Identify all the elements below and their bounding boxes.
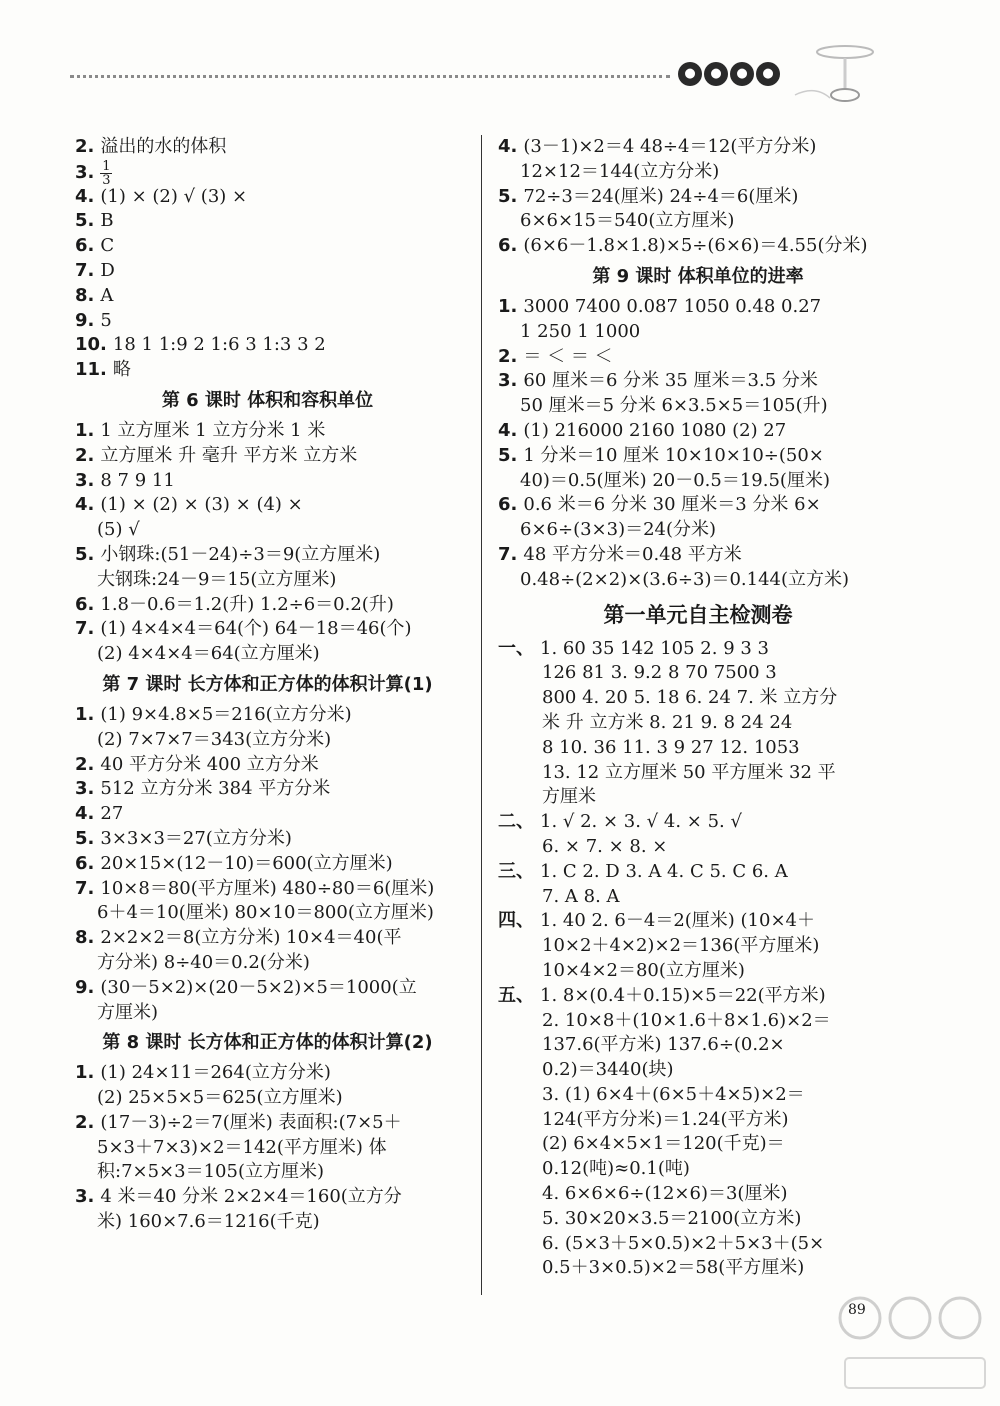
answer-text: (1) × (2) × (3) × (4) ×: [100, 494, 303, 516]
item-number: 4.: [498, 419, 518, 441]
answer-line: [75, 158, 460, 188]
answer-line: [498, 810, 898, 835]
answer-text: 大钢珠:24－9＝15(立方厘米): [97, 568, 337, 590]
answer-text: 6. (5×3＋5×0.5)×2＋5×3＋(5×: [542, 1232, 825, 1254]
item-number: 6.: [498, 494, 518, 516]
item-number: 1.: [75, 1062, 95, 1084]
answer-text: 124(平方分米)＝1.24(平方米): [542, 1108, 789, 1130]
answer-text: (1) × (2) √ (3) ×: [100, 185, 248, 207]
answer-line: [498, 909, 898, 934]
answer-text: 18 1 1:9 2 1:6 3 1:3 3 2: [112, 334, 326, 356]
answer-text: 3. (1) 6×4＋(6×5＋4×5)×2＝: [542, 1083, 805, 1105]
answer-line: [498, 185, 898, 210]
answer-text: 48 平方分米＝0.48 平方米: [523, 543, 742, 565]
answer-line: [498, 1033, 898, 1058]
answer-text: 1.8－0.6＝1.2(升) 1.2÷6＝0.2(升): [100, 593, 394, 615]
answer-text: 10×4×2＝80(立方厘米): [542, 959, 745, 981]
item-number: 3.: [75, 162, 95, 184]
answer-line: [75, 976, 460, 1001]
answer-line: [75, 493, 460, 518]
answer-line: [498, 785, 898, 810]
item-number: 5.: [75, 543, 95, 565]
answer-text: 方分米) 8÷40＝0.2(分米): [97, 951, 310, 973]
answer-text: 4. 6×6×6÷(12×6)＝3(厘米): [542, 1183, 788, 1205]
answer-line: [75, 135, 460, 160]
logo-circle-icon: ●: [678, 62, 702, 86]
answer-line: [498, 637, 898, 662]
fraction-numerator: 1: [102, 158, 111, 174]
answer-line: [75, 642, 460, 667]
item-number: 9.: [75, 309, 95, 331]
unit-test-title: 第一单元自主检测卷: [603, 602, 793, 627]
answer-line: [498, 1009, 898, 1034]
item-number: 四、: [498, 910, 534, 932]
right-column: [498, 135, 898, 1281]
answer-text: C: [100, 235, 115, 257]
answer-text: 1. 40 2. 6－4＝2(厘米) (10×4＋: [540, 910, 816, 932]
answer-text: (2) 4×4×4＝64(立方厘米): [97, 643, 320, 665]
answer-text: 略: [112, 359, 131, 381]
item-number: 8.: [75, 284, 95, 306]
answer-text: 800 4. 20 5. 18 6. 24 7. 米 立方分: [542, 687, 838, 709]
answer-text: 8 7 9 11: [100, 469, 175, 491]
answer-text: 137.6(平方米) 137.6÷(0.2×: [542, 1034, 785, 1056]
answer-line: [498, 394, 898, 419]
answer-line: [75, 802, 460, 827]
answer-line: [498, 493, 898, 518]
item-number: 6.: [75, 852, 95, 874]
answer-line: [498, 1157, 898, 1182]
section-title: 第 8 课时 长方体和正方体的体积计算(2): [102, 1032, 433, 1054]
answer-line: [498, 160, 898, 185]
answer-text: 立方厘米 升 毫升 平方米 立方米: [100, 444, 358, 466]
answer-line: [498, 295, 898, 320]
answer-line: [498, 1132, 898, 1157]
answer-text: 1. 60 35 142 105 2. 9 3 3: [540, 637, 769, 659]
logo-circle-icon: ●: [756, 62, 780, 86]
answer-text: 1. √ 2. × 3. √ 4. × 5. √: [540, 811, 742, 833]
answer-text: 512 立方分米 384 平方分米: [100, 778, 331, 800]
fraction-denominator: 3: [102, 172, 111, 188]
item-number: 二、: [498, 811, 534, 833]
item-number: 5.: [75, 210, 95, 232]
item-number: 3.: [75, 778, 95, 800]
item-number: 2.: [498, 345, 518, 367]
item-number: 7.: [75, 877, 95, 899]
answer-line: [75, 419, 460, 444]
answer-text: 10×2＋4×2)×2＝136(平方厘米): [542, 935, 820, 957]
answer-text: 12×12＝144(立方分米): [520, 160, 720, 182]
item-number: 4.: [75, 185, 95, 207]
item-number: 7.: [75, 259, 95, 281]
item-number: 9.: [75, 976, 95, 998]
answer-line: [75, 444, 460, 469]
logo-circle-icon: ●: [730, 62, 754, 86]
answer-text: 1. C 2. D 3. A 4. C 5. C 6. A: [540, 860, 788, 882]
answer-text: 5: [100, 309, 112, 331]
answer-text: 8 10. 36 11. 3 9 27 12. 1053: [542, 736, 800, 758]
answer-text: (30－5×2)×(20－5×2)×5＝1000(立: [100, 976, 417, 998]
answer-line: [498, 885, 898, 910]
answer-text: 6. × 7. × 8. ×: [542, 835, 668, 857]
answer-line: [75, 703, 460, 728]
item-number: 一、: [498, 637, 534, 659]
answer-text: 溢出的水的体积: [100, 136, 227, 157]
answer-text: 1 立方厘米 1 立方分米 1 米: [100, 419, 326, 441]
answer-line: [75, 469, 460, 494]
answer-line: [75, 1136, 460, 1161]
answer-text: 2×2×2＝8(立方分米) 10×4＝40(平: [100, 927, 402, 949]
answer-text: 米) 160×7.6＝1216(千克): [97, 1211, 320, 1233]
item-number: 4.: [498, 136, 518, 157]
answer-text: (2) 7×7×7＝343(立方分米): [97, 728, 332, 750]
answer-line: [75, 901, 460, 926]
answer-line: [75, 543, 460, 568]
answer-line: [498, 860, 898, 885]
answer-text: D: [100, 259, 115, 281]
item-number: 1.: [75, 419, 95, 441]
answer-line: [498, 835, 898, 860]
answer-line: [498, 518, 898, 543]
item-number: 2.: [75, 444, 95, 466]
item-number: 五、: [498, 984, 534, 1006]
answer-text: 方厘米): [97, 1001, 159, 1023]
answer-text: ＝ ＜ ＝ ＜: [523, 345, 613, 367]
answer-text: (1) 24×11＝264(立方分米): [100, 1062, 331, 1084]
item-number: 5.: [75, 827, 95, 849]
answer-text: 0.5＋3×0.5)×2＝58(平方厘米): [542, 1257, 805, 1279]
answer-text: 40)＝0.5(厘米) 20－0.5＝19.5(厘米): [520, 469, 830, 491]
item-number: 4.: [75, 803, 95, 825]
answer-text: 6×6÷(3×3)＝24(分米): [520, 519, 717, 541]
answer-line: [75, 951, 460, 976]
answer-line: [75, 1185, 460, 1210]
answer-line: [75, 1210, 460, 1235]
answer-text: 6＋4＝10(厘米) 80×10＝800(立方厘米): [97, 902, 434, 924]
answer-line: [498, 1083, 898, 1108]
answer-text: 1 分米＝10 厘米 10×10×10÷(50×: [523, 444, 824, 466]
answer-text: (1) 4×4×4＝64(个) 64－18＝46(个): [100, 618, 412, 640]
answer-text: (6×6－1.8×1.8)×5÷(6×6)＝4.55(分米): [523, 235, 868, 257]
answer-text: 3000 7400 0.087 1050 0.48 0.27: [523, 295, 822, 317]
answer-line: [75, 284, 460, 309]
logo-circle-icon: ●: [704, 62, 728, 86]
answer-text: (5) √: [97, 519, 140, 541]
answer-line: [75, 1111, 460, 1136]
left-column: [75, 135, 460, 1235]
answer-line: [498, 1207, 898, 1232]
answer-line: [498, 345, 898, 370]
answer-line: [75, 1160, 460, 1185]
answer-line: [75, 852, 460, 877]
item-number: 11.: [75, 359, 107, 381]
answer-text: 方厘米: [542, 786, 596, 808]
answer-text: 72÷3＝24(厘米) 24÷4＝6(厘米): [523, 185, 799, 207]
item-number: 1.: [75, 703, 95, 725]
answer-line: [75, 753, 460, 778]
answer-line: [75, 926, 460, 951]
answer-line: [75, 617, 460, 642]
answer-text: 27: [100, 803, 124, 825]
answer-text: (1) 216000 2160 1080 (2) 27: [523, 419, 787, 441]
item-number: 8.: [75, 927, 95, 949]
answer-line: [498, 1182, 898, 1207]
answer-line: [498, 419, 898, 444]
section-title: 第 7 课时 长方体和正方体的体积计算(1): [102, 673, 433, 695]
answer-text: 126 81 3. 9.2 8 70 7500 3: [542, 662, 777, 684]
column-divider: [481, 135, 482, 1295]
answer-text: 0.48÷(2×2)×(3.6÷3)＝0.144(立方米): [520, 568, 850, 590]
answer-line: [498, 234, 898, 259]
answer-line: [75, 209, 460, 234]
answer-text: 10×8＝80(平方厘米) 480÷80＝6(厘米): [100, 877, 435, 899]
header-dotted-rule: [70, 75, 670, 78]
item-number: 3.: [498, 370, 518, 392]
section-title: 第 6 课时 体积和容积单位: [161, 389, 374, 411]
answer-line: [75, 877, 460, 902]
answer-text: 小钢珠:(51－24)÷3＝9(立方厘米): [100, 543, 381, 565]
answer-line: [498, 469, 898, 494]
answer-text: 0.2)＝3440(块): [542, 1059, 674, 1081]
answer-line: [75, 309, 460, 334]
item-number: 2.: [75, 136, 95, 157]
answer-line: [498, 1108, 898, 1133]
answer-line: [498, 568, 898, 593]
item-number: 5.: [498, 444, 518, 466]
answer-line: [498, 959, 898, 984]
answer-text: 米 升 立方米 8. 21 9. 8 24 24: [542, 711, 793, 733]
answer-line: [498, 320, 898, 345]
answer-line: [75, 728, 460, 753]
page-number: 89: [848, 1302, 866, 1318]
item-number: 1.: [498, 295, 518, 317]
header-logo: [678, 62, 780, 86]
answer-text: 6×6×15＝540(立方厘米): [520, 210, 735, 232]
answer-text: B: [100, 210, 114, 232]
answer-text: (3－1)×2＝4 48÷4＝12(平方分米): [523, 136, 817, 157]
answer-line: [75, 234, 460, 259]
answer-line: [75, 358, 460, 383]
item-number: 10.: [75, 334, 107, 356]
item-number: 3.: [75, 1186, 95, 1208]
answer-text: 1 250 1 1000: [520, 320, 641, 342]
answer-line: [498, 209, 898, 234]
answer-text: 13. 12 立方厘米 50 平方厘米 32 平: [542, 761, 836, 783]
answer-text: 3×3×3＝27(立方分米): [100, 827, 292, 849]
answer-line: [498, 736, 898, 761]
answer-line: [75, 827, 460, 852]
answer-line: [498, 686, 898, 711]
answer-text: 5. 30×20×3.5＝2100(立方米): [542, 1207, 802, 1229]
answer-line: [498, 444, 898, 469]
item-number: 7.: [498, 543, 518, 565]
answer-line: [498, 1256, 898, 1281]
answer-text: A: [100, 284, 114, 306]
answer-text: 5×3＋7×3)×2＝142(平方厘米) 体: [97, 1136, 387, 1158]
answer-text: 50 厘米＝5 分米 6×3.5×5＝105(升): [520, 395, 828, 417]
answer-line: [498, 543, 898, 568]
answer-line: [498, 369, 898, 394]
item-number: 2.: [75, 753, 95, 775]
item-number: 5.: [498, 185, 518, 207]
answer-line: [498, 711, 898, 736]
section-title: 第 9 课时 体积单位的进率: [592, 265, 804, 287]
answer-text: 积:7×5×3＝105(立方厘米): [97, 1161, 324, 1183]
answer-text: 1. 8×(0.4＋0.15)×5＝22(平方米): [540, 984, 826, 1006]
watermark-logo: [835, 1288, 995, 1398]
item-number: 6.: [75, 593, 95, 615]
answer-text: 0.12(吨)≈0.1(吨): [542, 1158, 690, 1180]
item-number: 6.: [75, 235, 95, 257]
answer-line: [498, 1058, 898, 1083]
item-number: 2.: [75, 1111, 95, 1133]
answer-line: [498, 984, 898, 1009]
item-number: 7.: [75, 618, 95, 640]
answer-line: [75, 593, 460, 618]
answer-line: [75, 185, 460, 210]
item-number: 3.: [75, 469, 95, 491]
answer-text: 4 米＝40 分米 2×2×4＝160(立方分: [100, 1186, 402, 1208]
answer-line: [75, 1061, 460, 1086]
answer-text: 60 厘米＝6 分米 35 厘米＝3.5 分米: [523, 370, 818, 392]
answer-text: 2. 10×8＋(10×1.6＋8×1.6)×2＝: [542, 1009, 831, 1031]
decorative-lamp-icon: [790, 40, 880, 110]
answer-text: 0.6 米＝6 分米 30 厘米＝3 分米 6×: [523, 494, 821, 516]
answer-line: [75, 259, 460, 284]
answer-text: (2) 25×5×5＝625(立方厘米): [97, 1087, 343, 1109]
item-number: 4.: [75, 494, 95, 516]
answer-line: [498, 1232, 898, 1257]
answer-line: [498, 761, 898, 786]
answer-line: [75, 518, 460, 543]
answer-line: [75, 333, 460, 358]
answer-line: [75, 1001, 460, 1026]
item-number: 6.: [498, 235, 518, 257]
answer-line: [498, 135, 898, 160]
answer-line: [498, 661, 898, 686]
answer-text: 20×15×(12－10)＝600(立方厘米): [100, 852, 393, 874]
answer-line: [75, 1086, 460, 1111]
answer-text: 40 平方分米 400 立方分米: [100, 753, 319, 775]
answer-line: [75, 568, 460, 593]
answer-line: [75, 777, 460, 802]
answer-text: (17－3)÷2＝7(厘米) 表面积:(7×5＋: [100, 1111, 402, 1133]
fraction: [100, 160, 112, 187]
answer-text: (1) 9×4.8×5＝216(立方分米): [100, 703, 352, 725]
answer-text: 7. A 8. A: [542, 885, 620, 907]
answer-line: [498, 934, 898, 959]
item-number: 三、: [498, 860, 534, 882]
answer-text: (2) 6×4×5×1＝120(千克)＝: [542, 1133, 785, 1155]
